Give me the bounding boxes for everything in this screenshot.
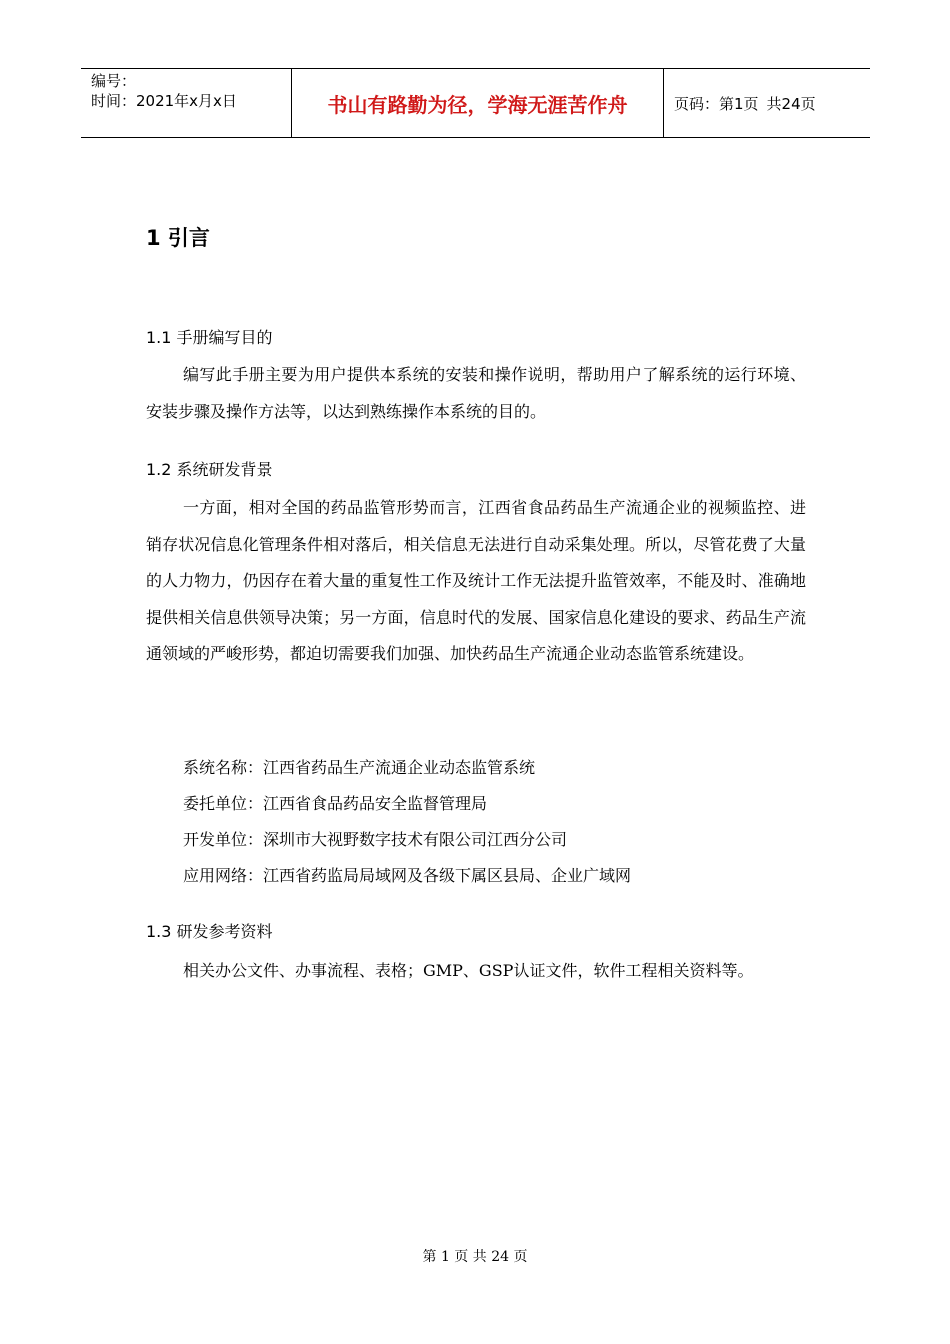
page-footer: 第 1 页 共 24 页 (422, 1249, 528, 1265)
header-table (81, 68, 870, 138)
paragraph: 编写此手册主要为用户提供本系统的安装和操作说明，帮助用户了解系统的运行环境、安装步骤及操作方法等，以达到熟练操作本系统的目的。 (146, 365, 806, 421)
header-total-pages: 共24页 (766, 94, 816, 113)
section-body-1-3 (146, 953, 806, 990)
paragraph: 相关办公文件、办事流程、表格；GMP、GSP认证文件，软件工程相关资料等。 (183, 961, 754, 980)
section-heading-1-2: 1.2 系统研发背景 (146, 460, 273, 479)
commissioning-unit: 委托单位：江西省食品药品安全监督管理局 (183, 794, 488, 813)
document-time: 时间：2021年x月x日 (91, 92, 237, 110)
header-page-info (664, 69, 870, 137)
system-info-list (183, 750, 631, 894)
paragraph: 一方面，相对全国的药品监管形势而言，江西省食品药品生产流通企业的视频监控、进销存状况信息化管理条件相对落后，相关信息无法进行自动采集处理。所以，尽管花费了大量的人力物力，仍因存在着大量的重复性工作及统计工作无法提升监管效率，不能及时、准确地提供相关信息供领导决策；另一方面，信息时代的发展、国家信息化建设的要求、药品生产流通领域的严峻形势，都迫切需要我们加强、加快药品生产流通企业动态监管系统建设。 (146, 498, 806, 664)
system-name: 系统名称：江西省药品生产流通企业动态监管系统 (183, 758, 536, 777)
section-body-1-2 (146, 490, 806, 673)
section-body-1-1 (146, 357, 806, 430)
header-motto: 书山有路勤为径，学海无涯苦作舟 (292, 69, 664, 137)
developer-unit: 开发单位：深圳市大视野数字技术有限公司江西分公司 (183, 830, 568, 849)
section-heading-1-1: 1.1 手册编写目的 (146, 328, 273, 347)
header-page-number: 页码：第1页 (674, 94, 759, 113)
section-heading-1-3: 1.3 研发参考资料 (146, 922, 273, 941)
header-meta (81, 69, 292, 137)
document-number: 编号： (91, 72, 137, 90)
chapter-title: 1 引言 (146, 226, 210, 250)
application-network: 应用网络：江西省药监局局域网及各级下属区县局、企业广域网 (183, 866, 632, 885)
